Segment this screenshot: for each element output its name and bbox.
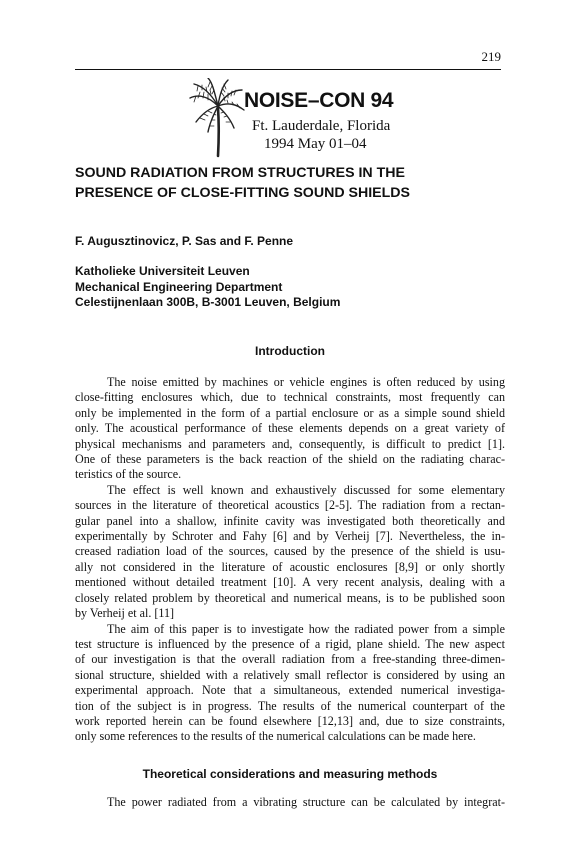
introduction-body xyxy=(75,375,505,745)
text-line: sional structure, shielded with a relatively small reflector is considered by using an xyxy=(75,667,505,682)
text-line: close-fitting enclosures which, due to technical constraints, most frequently can xyxy=(75,390,505,405)
text-line: One of these parameters is the back reaction of the shield on the radiating charac- xyxy=(75,452,505,467)
text-line: closely related problem by theoretical and numerical means, is to be published soon xyxy=(75,590,505,605)
text-line: only. The acoustical performance of these elements depends on a great variety of xyxy=(75,421,505,436)
header-rule xyxy=(75,69,501,70)
text-line: sources in the literature of theoretical acoustics [2-5]. The radiation from a rectan- xyxy=(75,498,505,513)
palm-tree-logo xyxy=(188,78,246,158)
text-line: experimentally by Schroter and Fahy [6] and by Verheij [7]. Nevertheless, the in- xyxy=(75,529,505,544)
text-line: The noise emitted by machines or vehicle engines is often reduced by using xyxy=(107,375,505,389)
paper-title-line: SOUND RADIATION FROM STRUCTURES IN THE xyxy=(75,165,405,181)
text-line: by Verheij et al. [11] xyxy=(75,606,175,621)
theory-heading: Theoretical considerations and measuring methods xyxy=(142,767,438,781)
authors: F. Augusztinovicz, P. Sas and F. Penne xyxy=(75,234,294,248)
text-line: The power radiated from a vibrating structure can be calculated by integrat- xyxy=(107,795,505,809)
text-line: tion of the subject is in progress. The results of the numerical counterpart of the xyxy=(75,698,505,713)
text-line: of our investigation is that the overall radiation from a free-standing three-dimen- xyxy=(75,652,505,667)
paper-title xyxy=(75,163,505,203)
text-line: physical mechanisms and parameters and, consequently, is difficult to predict [1]. xyxy=(75,436,505,451)
text-line: work reported herein can be found elsewhere [12,13] and, due to size constraints, xyxy=(75,713,505,728)
affiliation-university: Katholieke Universiteit Leuven xyxy=(75,264,250,278)
text-line: The effect is well known and exhaustively discussed for some elementary xyxy=(107,482,505,497)
text-line: test structure is influenced by the presence of a rigid, plane shield. The new aspect xyxy=(75,636,505,651)
page-number: 219 xyxy=(481,49,501,64)
affiliation-address: Celestijnenlaan 300B, B-3001 Leuven, Belgium xyxy=(75,295,341,309)
text-line: teristics of the source. xyxy=(75,467,182,482)
text-line: creased radiation load of the sources, caused by the presence of the shield is usu- xyxy=(75,544,505,559)
introduction-heading: Introduction xyxy=(255,344,325,358)
paper-title-line: PRESENCE OF CLOSE-FITTING SOUND SHIELDS xyxy=(75,185,411,201)
text-line: only be implemented in the form of a partial enclosure or as a simple sound shield xyxy=(75,405,505,420)
text-line: only some references to the results of the numerical calculations can be made here. xyxy=(75,729,476,744)
conference-location: Ft. Lauderdale, Florida xyxy=(252,118,391,134)
conference-dates: 1994 May 01–04 xyxy=(264,136,367,152)
affiliation-department: Mechanical Engineering Department xyxy=(75,279,283,294)
text-line: mentioned without detailed treatment [10]. A very recent analysis, dealing with a xyxy=(75,575,505,590)
conference-name: NOISE–CON 94 xyxy=(244,89,394,112)
affiliation xyxy=(75,264,340,311)
text-line: experimental approach. Note that a simultaneous, extended numerical investiga- xyxy=(75,683,505,698)
text-line: The aim of this paper is to investigate how the radiated power from a simple xyxy=(107,621,505,636)
text-line: ally not considered in the literature of acoustic enclosures [8,9] or only shortly xyxy=(75,559,505,574)
text-line: gular panel into a shallow, infinite cavity was investigated both theoretically and xyxy=(75,513,505,528)
theory-body xyxy=(75,795,505,810)
